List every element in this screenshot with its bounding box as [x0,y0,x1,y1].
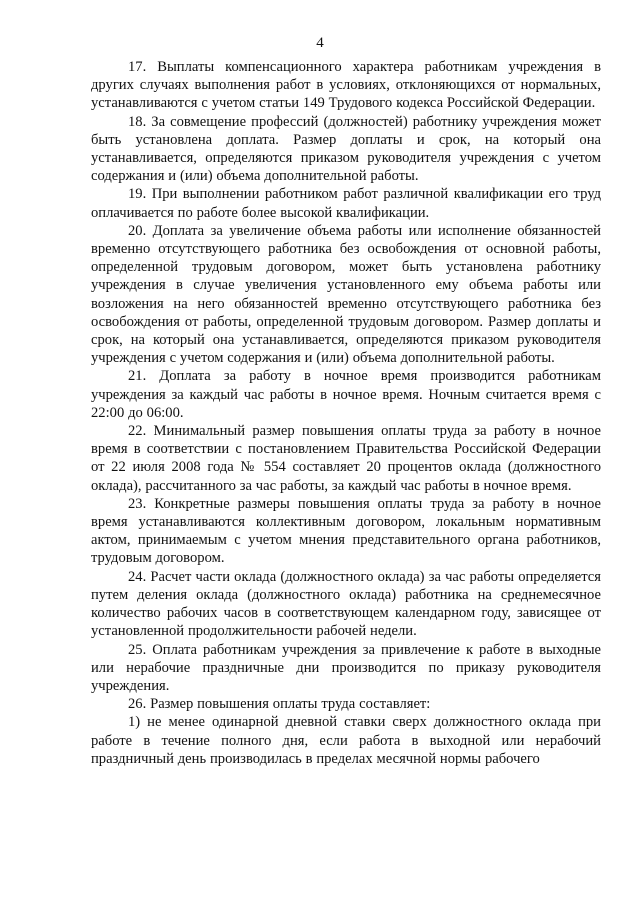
paragraph-26: 26. Размер повышения оплаты труда составляет: [128,696,431,713]
paragraph-19: 19. При выполнении работником работ различной квалификации его труд оплачивается по работе более высокой квалификации. [91,186,601,221]
paragraph-25: 25. Оплата работникам учреждения за привлечение к работе в выходные или нерабочие праздничные дни производится по приказу руководителя учреждения. [91,641,601,694]
paragraph-21: 21. Доплата за работу в ночное время производится работникам учреждения за каждый час работы в ночное время. Ночным считается время с 22:00 до 06:00. [91,368,601,421]
paragraph-20: 20. Доплата за увеличение объема работы или исполнение обязанностей временно отсутствующего работника без освобождения от основной работы, определенной трудовым договором, может быть установлена работнику учреждения в случае увеличения установленного ему объема работы или возложения на него обязанностей временно отсутствующего работника без освобождения от работы, определенной трудовым договором. Размер доплаты и срок, на который она устанавливается, определяются приказом руководителя учреждения с учетом содержания и (или) объема дополнительной работы. [91,222,601,367]
paragraph-22: 22. Минимальный размер повышения оплаты труда за работу в ночное время в соответствии с постановлением Правительства Российской Федерации от 22 июля 2008 года № 554 составляет 20 процентов оклада (должностного оклада), рассчитанного за час работы, за каждый час работы в ночное время. [91,423,601,494]
paragraph-24: 24. Расчет части оклада (должностного оклада) за час работы определяется путем деления оклада (должностного оклада) работника на среднемесячное количество рабочих часов в соответствующем календарном году, зависящее от установленной продолжительности рабочей недели. [91,568,601,640]
document-body [91,58,601,768]
paragraph-26-item-1: 1) не менее одинарной дневной ставки сверх должностного оклада при работе в течение полного дня, если работа в выходной или нерабочий праздничный день производилась в пределах месячной нормы рабочего [91,714,601,767]
page-number: 4 [316,35,324,51]
paragraph-23: 23. Конкретные размеры повышения оплаты труда за работу в ночное время устанавливаются коллективным договором, локальным нормативным актом, принимаемым с учетом мнения представительного органа работников, трудовым договором. [91,495,601,567]
paragraph-18: 18. За совмещение профессий (должностей) работнику учреждения может быть установлена доплата. Размер доплаты и срок, на который она устанавливается, определяются приказом руководителя учреждения с учетом содержания и (или) объема дополнительной работы. [91,113,601,185]
paragraph-17: 17. Выплаты компенсационного характера работникам учреждения в других случаях выполнения работ в условиях, отклоняющихся от нормальных, устанавливаются с учетом статьи 149 Трудового кодекса Российской Федерации. [91,59,601,112]
